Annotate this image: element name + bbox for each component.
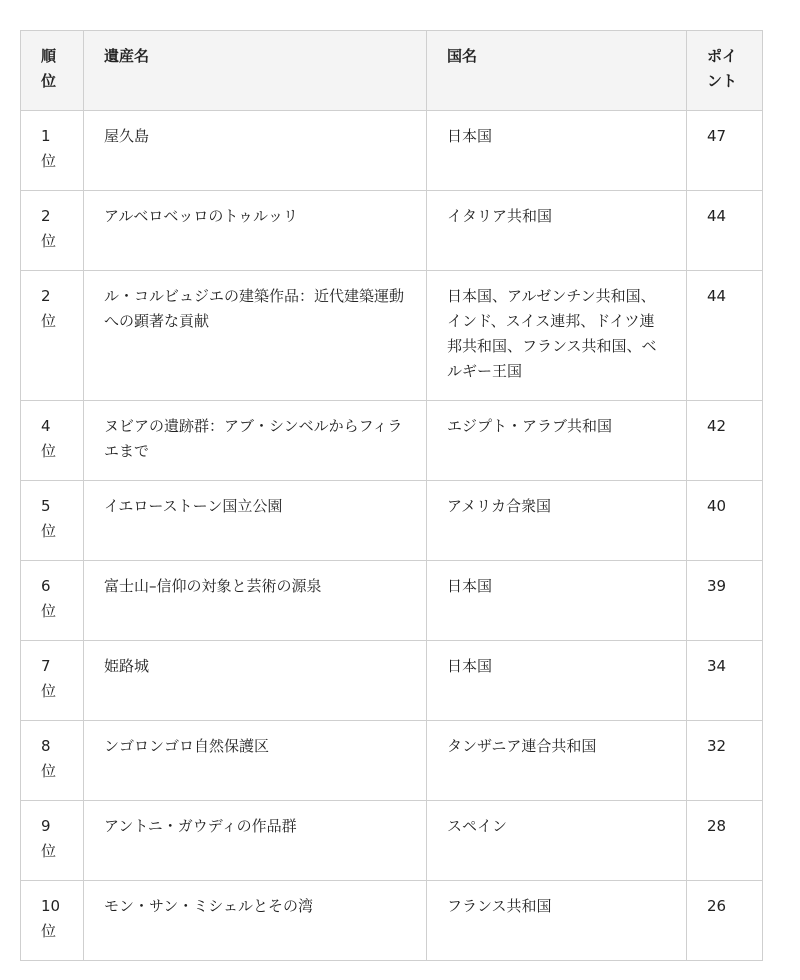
cell-points: 44 <box>687 271 763 401</box>
header-heritage-name: 遺産名 <box>84 31 427 111</box>
table-row <box>21 191 763 271</box>
cell-country: イタリア共和国 <box>427 191 687 271</box>
cell-rank: 4位 <box>21 401 84 481</box>
header-points: ポイント <box>687 31 763 111</box>
table-row <box>21 481 763 561</box>
header-rank: 順位 <box>21 31 84 111</box>
cell-country: アメリカ合衆国 <box>427 481 687 561</box>
cell-points: 42 <box>687 401 763 481</box>
cell-country: 日本国、アルゼンチン共和国、インド、スイス連邦、ドイツ連邦共和国、フランス共和国、ベルギー王国 <box>427 271 687 401</box>
cell-points: 47 <box>687 111 763 191</box>
heritage-ranking-table <box>20 30 763 961</box>
cell-points: 32 <box>687 721 763 801</box>
table-row <box>21 111 763 191</box>
cell-rank: 6位 <box>21 561 84 641</box>
table-row <box>21 721 763 801</box>
cell-rank: 1位 <box>21 111 84 191</box>
cell-heritage-name: アルベロベッロのトゥルッリ <box>84 191 427 271</box>
cell-country: タンザニア連合共和国 <box>427 721 687 801</box>
table-row <box>21 801 763 881</box>
table-row <box>21 401 763 481</box>
cell-rank: 2位 <box>21 271 84 401</box>
header-country: 国名 <box>427 31 687 111</box>
cell-country: 日本国 <box>427 641 687 721</box>
ranking-table-container <box>20 30 762 961</box>
cell-country: フランス共和国 <box>427 881 687 961</box>
cell-rank: 10位 <box>21 881 84 961</box>
cell-country: エジプト・アラブ共和国 <box>427 401 687 481</box>
cell-rank: 7位 <box>21 641 84 721</box>
cell-heritage-name: ンゴロンゴロ自然保護区 <box>84 721 427 801</box>
cell-heritage-name: イエローストーン国立公園 <box>84 481 427 561</box>
table-row <box>21 641 763 721</box>
table-row <box>21 561 763 641</box>
cell-heritage-name: 富士山–信仰の対象と芸術の源泉 <box>84 561 427 641</box>
cell-heritage-name: 姫路城 <box>84 641 427 721</box>
cell-country: 日本国 <box>427 111 687 191</box>
cell-heritage-name: ヌビアの遺跡群：アブ・シンベルからフィラエまで <box>84 401 427 481</box>
cell-rank: 9位 <box>21 801 84 881</box>
cell-points: 39 <box>687 561 763 641</box>
table-row <box>21 881 763 961</box>
cell-points: 28 <box>687 801 763 881</box>
cell-country: スペイン <box>427 801 687 881</box>
cell-rank: 8位 <box>21 721 84 801</box>
table-row <box>21 271 763 401</box>
cell-rank: 2位 <box>21 191 84 271</box>
cell-points: 26 <box>687 881 763 961</box>
cell-heritage-name: 屋久島 <box>84 111 427 191</box>
cell-points: 40 <box>687 481 763 561</box>
table-header-row <box>21 31 763 111</box>
cell-points: 44 <box>687 191 763 271</box>
cell-country: 日本国 <box>427 561 687 641</box>
cell-rank: 5位 <box>21 481 84 561</box>
cell-heritage-name: アントニ・ガウディの作品群 <box>84 801 427 881</box>
cell-heritage-name: モン・サン・ミシェルとその湾 <box>84 881 427 961</box>
cell-heritage-name: ル・コルビュジエの建築作品：近代建築運動への顕著な貢献 <box>84 271 427 401</box>
cell-points: 34 <box>687 641 763 721</box>
